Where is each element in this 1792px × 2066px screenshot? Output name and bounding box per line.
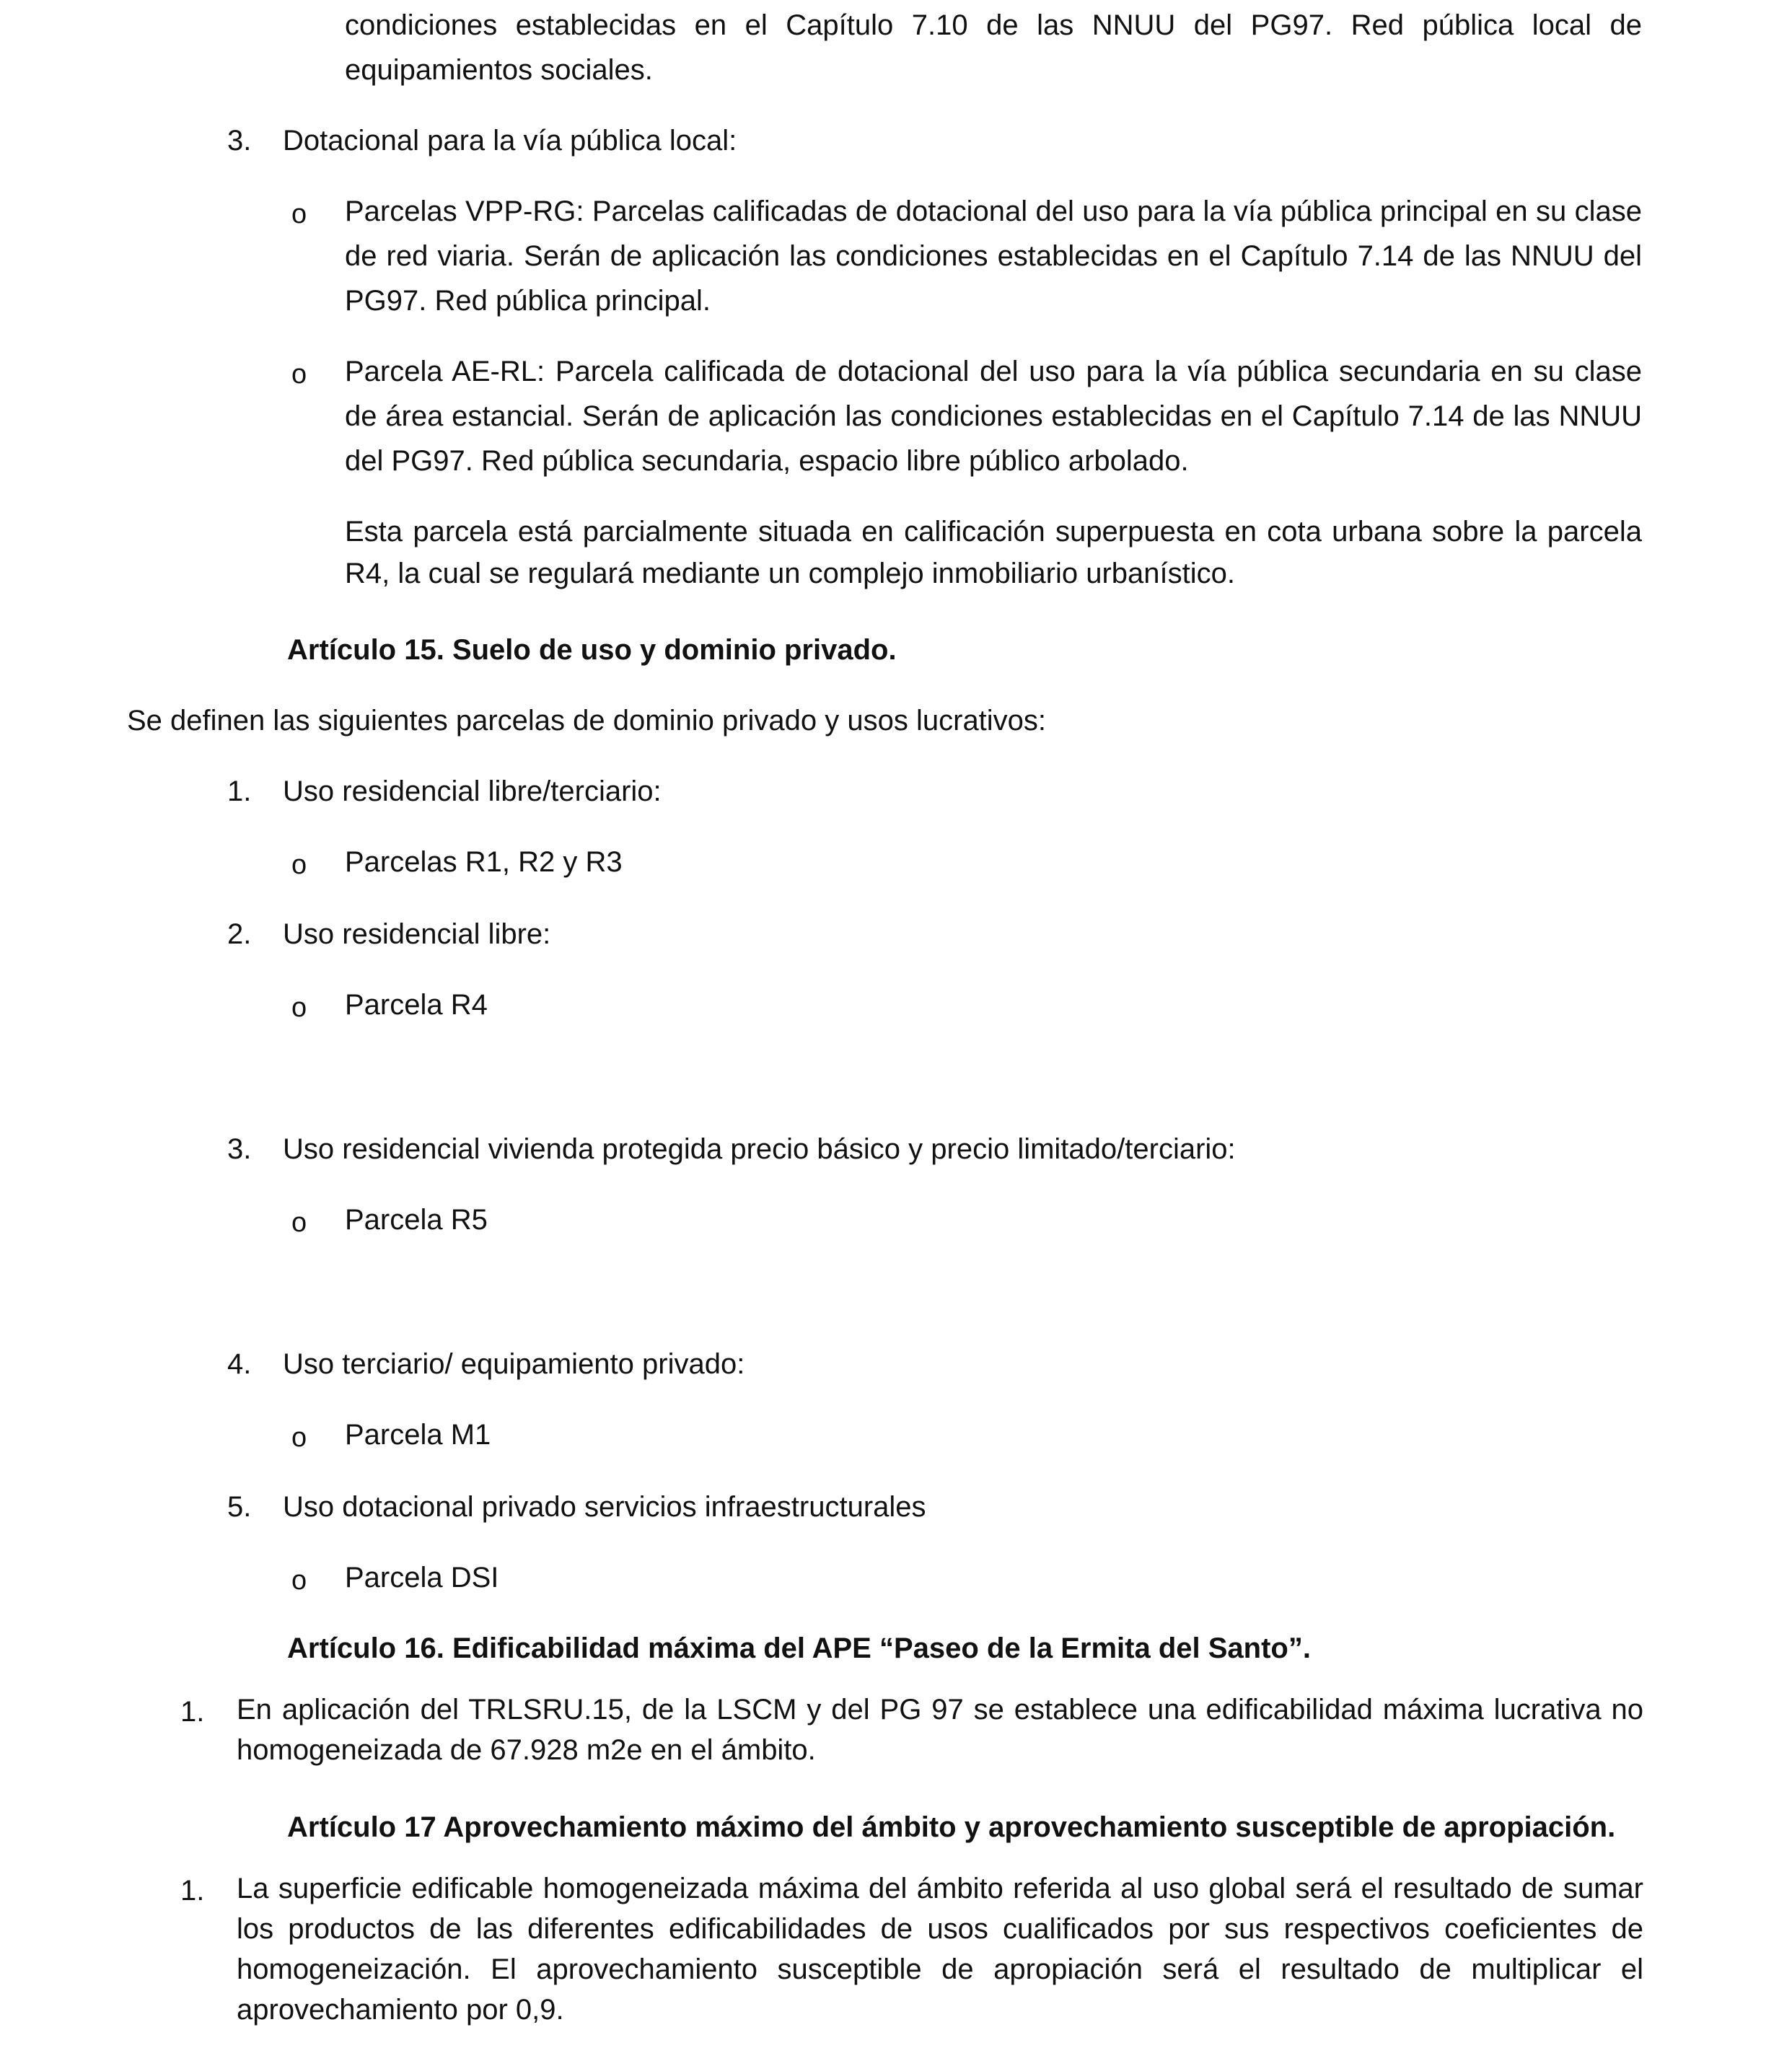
article-16-paragraph: En aplicación del TRLSRU.15, de la LSCM y del PG 97 se establece una edificabilidad máxima lucrativa no homogeneizada de 67.928 m2e en el ámbito. (237, 1694, 1643, 1766)
list-item-label: Uso residencial libre: (283, 918, 551, 950)
bullet-item: Parcela R4 (345, 989, 488, 1021)
list-number: 1. (227, 775, 252, 807)
bullet-marker: o (291, 199, 307, 229)
list-number: 3. (227, 1133, 252, 1165)
bullet-item: Parcela DSI (345, 1562, 499, 1594)
list-number: 1. (180, 1696, 205, 1728)
bullet-marker: o (291, 993, 307, 1023)
bullet-marker: o (291, 1565, 307, 1596)
article-16-heading: Artículo 16. Edificabilidad máxima del APE “Paseo de la Ermita del Santo”. (287, 1632, 1311, 1664)
article-17-paragraph: La superficie edificable homogeneizada máxima del ámbito referida al uso global será el resultado de sumar los productos de las diferentes edificabilidades de usos cualificados por sus respectivos coeficientes de homogeneización. El aprovechamiento susceptible de apropiación será el resultado de multiplicar el aprovechamiento por 0,9. (237, 1873, 1643, 2026)
bullet-item: Parcelas R1, R2 y R3 (345, 846, 623, 878)
list-item-label: Uso residencial vivienda protegida precio básico y precio limitado/terciario: (283, 1133, 1236, 1165)
bullet-marker: o (291, 359, 307, 390)
note-paragraph: Esta parcela está parcialmente situada en calificación superpuesta en cota urbana sobre la parcela R4, la cual se regulará mediante un complejo inmobiliario urbanístico. (345, 516, 1642, 589)
article-17-heading: Artículo 17 Aprovechamiento máximo del ámbito y aprovechamiento susceptible de apropiación. (287, 1811, 1616, 1843)
bullet-item: Parcela M1 (345, 1419, 491, 1451)
list-number: 2. (227, 918, 252, 950)
bullet-paragraph-vpp-rg: Parcelas VPP-RG: Parcelas calificadas de dotacional del uso para la vía pública principal en su clase de red viaria. Serán de aplicación las condiciones establecidas en el Capítulo 7.14 de las NNUU del PG97. Red pública principal. (345, 195, 1642, 317)
bullet-marker: o (291, 1208, 307, 1238)
bullet-marker: o (291, 1423, 307, 1453)
list-number: 4. (227, 1348, 252, 1380)
article-15-intro: Se definen las siguientes parcelas de dominio privado y usos lucrativos: (127, 705, 1047, 737)
list-item-label: Uso dotacional privado servicios infraestructurales (283, 1491, 926, 1523)
list-item-title: Dotacional para la vía pública local: (283, 125, 737, 157)
bullet-paragraph-ae-rl: Parcela AE-RL: Parcela calificada de dotacional del uso para la vía pública secundaria en su clase de área estancial. Serán de aplicación las condiciones establecidas en el Capítulo 7.14 de las NNUU del PG97. Red pública secundaria, espacio libre público arbolado. (345, 356, 1642, 477)
list-number: 5. (227, 1491, 252, 1523)
bullet-item: Parcela R5 (345, 1204, 488, 1236)
list-number: 3. (227, 125, 252, 157)
list-item-label: Uso residencial libre/terciario: (283, 775, 662, 807)
bullet-marker: o (291, 850, 307, 880)
list-number: 1. (180, 1875, 205, 1907)
continuation-paragraph: condiciones establecidas en el Capítulo 7.10 de las NNUU del PG97. Red pública local de equipamientos sociales. (345, 9, 1642, 86)
article-15-heading: Artículo 15. Suelo de uso y dominio privado. (287, 634, 897, 666)
list-item-label: Uso terciario/ equipamiento privado: (283, 1348, 745, 1380)
